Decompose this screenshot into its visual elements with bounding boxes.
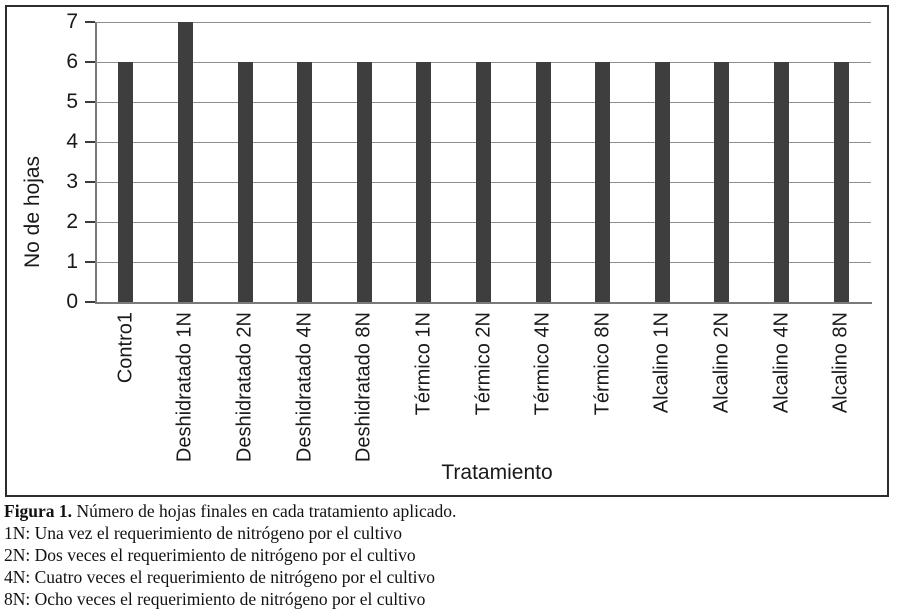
bar bbox=[655, 62, 670, 302]
bar bbox=[297, 62, 312, 302]
x-category-label: Deshidratado 1N bbox=[173, 312, 196, 463]
x-category-label: Deshidratado 4N bbox=[293, 312, 316, 463]
y-tick-label: 4 bbox=[66, 130, 78, 153]
bar bbox=[714, 62, 729, 302]
y-tick-label: 3 bbox=[66, 170, 78, 193]
bar bbox=[536, 62, 551, 302]
x-category-label: Alcalino 2N bbox=[710, 312, 733, 414]
bar bbox=[416, 62, 431, 302]
figure-caption-label: Figura 1. bbox=[4, 501, 73, 521]
bar bbox=[774, 62, 789, 302]
y-tick bbox=[85, 61, 95, 63]
y-tick-label: 1 bbox=[66, 250, 78, 273]
figure-note: 1N: Una vez el requerimiento de nitrógeno por el cultivo bbox=[4, 523, 402, 543]
bar bbox=[118, 62, 133, 302]
x-axis-title: Tratamiento bbox=[441, 461, 553, 484]
x-category-label: Alcalino 8N bbox=[829, 312, 852, 414]
x-category-label: Térmico 8N bbox=[591, 312, 614, 416]
x-category-label: Térmico 1N bbox=[412, 312, 435, 416]
bar bbox=[357, 62, 372, 302]
bar bbox=[595, 62, 610, 302]
x-category-label: Alcalino 1N bbox=[650, 312, 673, 414]
y-tick bbox=[85, 141, 95, 143]
bar bbox=[238, 62, 253, 302]
figure-note: 4N: Cuatro veces el requerimiento de nitrógeno por el cultivo bbox=[4, 567, 436, 587]
y-tick-label: 6 bbox=[66, 50, 78, 73]
figure-note: 8N: Ocho veces el requerimiento de nitrógeno por el cultivo bbox=[4, 589, 426, 609]
figure-note: 2N: Dos veces el requerimiento de nitrógeno por el cultivo bbox=[4, 545, 416, 565]
x-category-label: Térmico 2N bbox=[472, 312, 494, 416]
y-tick-label: 7 bbox=[66, 10, 78, 33]
bar bbox=[178, 22, 193, 302]
caption-line bbox=[4, 500, 894, 522]
x-axis-line bbox=[95, 302, 872, 304]
y-tick bbox=[85, 101, 95, 103]
y-tick bbox=[85, 181, 95, 183]
x-category-label: Térmico 4N bbox=[531, 312, 554, 416]
y-tick bbox=[85, 261, 95, 263]
gridline bbox=[96, 22, 871, 23]
y-tick bbox=[85, 221, 95, 223]
y-axis-title: No de hojas bbox=[21, 155, 44, 269]
y-tick bbox=[85, 301, 95, 303]
x-category-label: Alcalino 4N bbox=[770, 312, 793, 414]
figure-caption-text: Número de hojas finales en cada tratamiento aplicado. bbox=[76, 501, 457, 521]
x-category-label: Contro1 bbox=[114, 312, 137, 384]
y-tick-label: 5 bbox=[66, 90, 78, 113]
y-tick bbox=[85, 21, 95, 23]
bar bbox=[476, 62, 491, 302]
y-tick-label: 2 bbox=[66, 210, 78, 233]
x-category-label: Deshidratado 2N bbox=[233, 312, 256, 463]
figure-caption bbox=[4, 500, 894, 610]
x-category-label: Deshidratado 8N bbox=[352, 312, 375, 463]
y-tick-label: 0 bbox=[66, 290, 78, 313]
bar bbox=[834, 62, 849, 302]
